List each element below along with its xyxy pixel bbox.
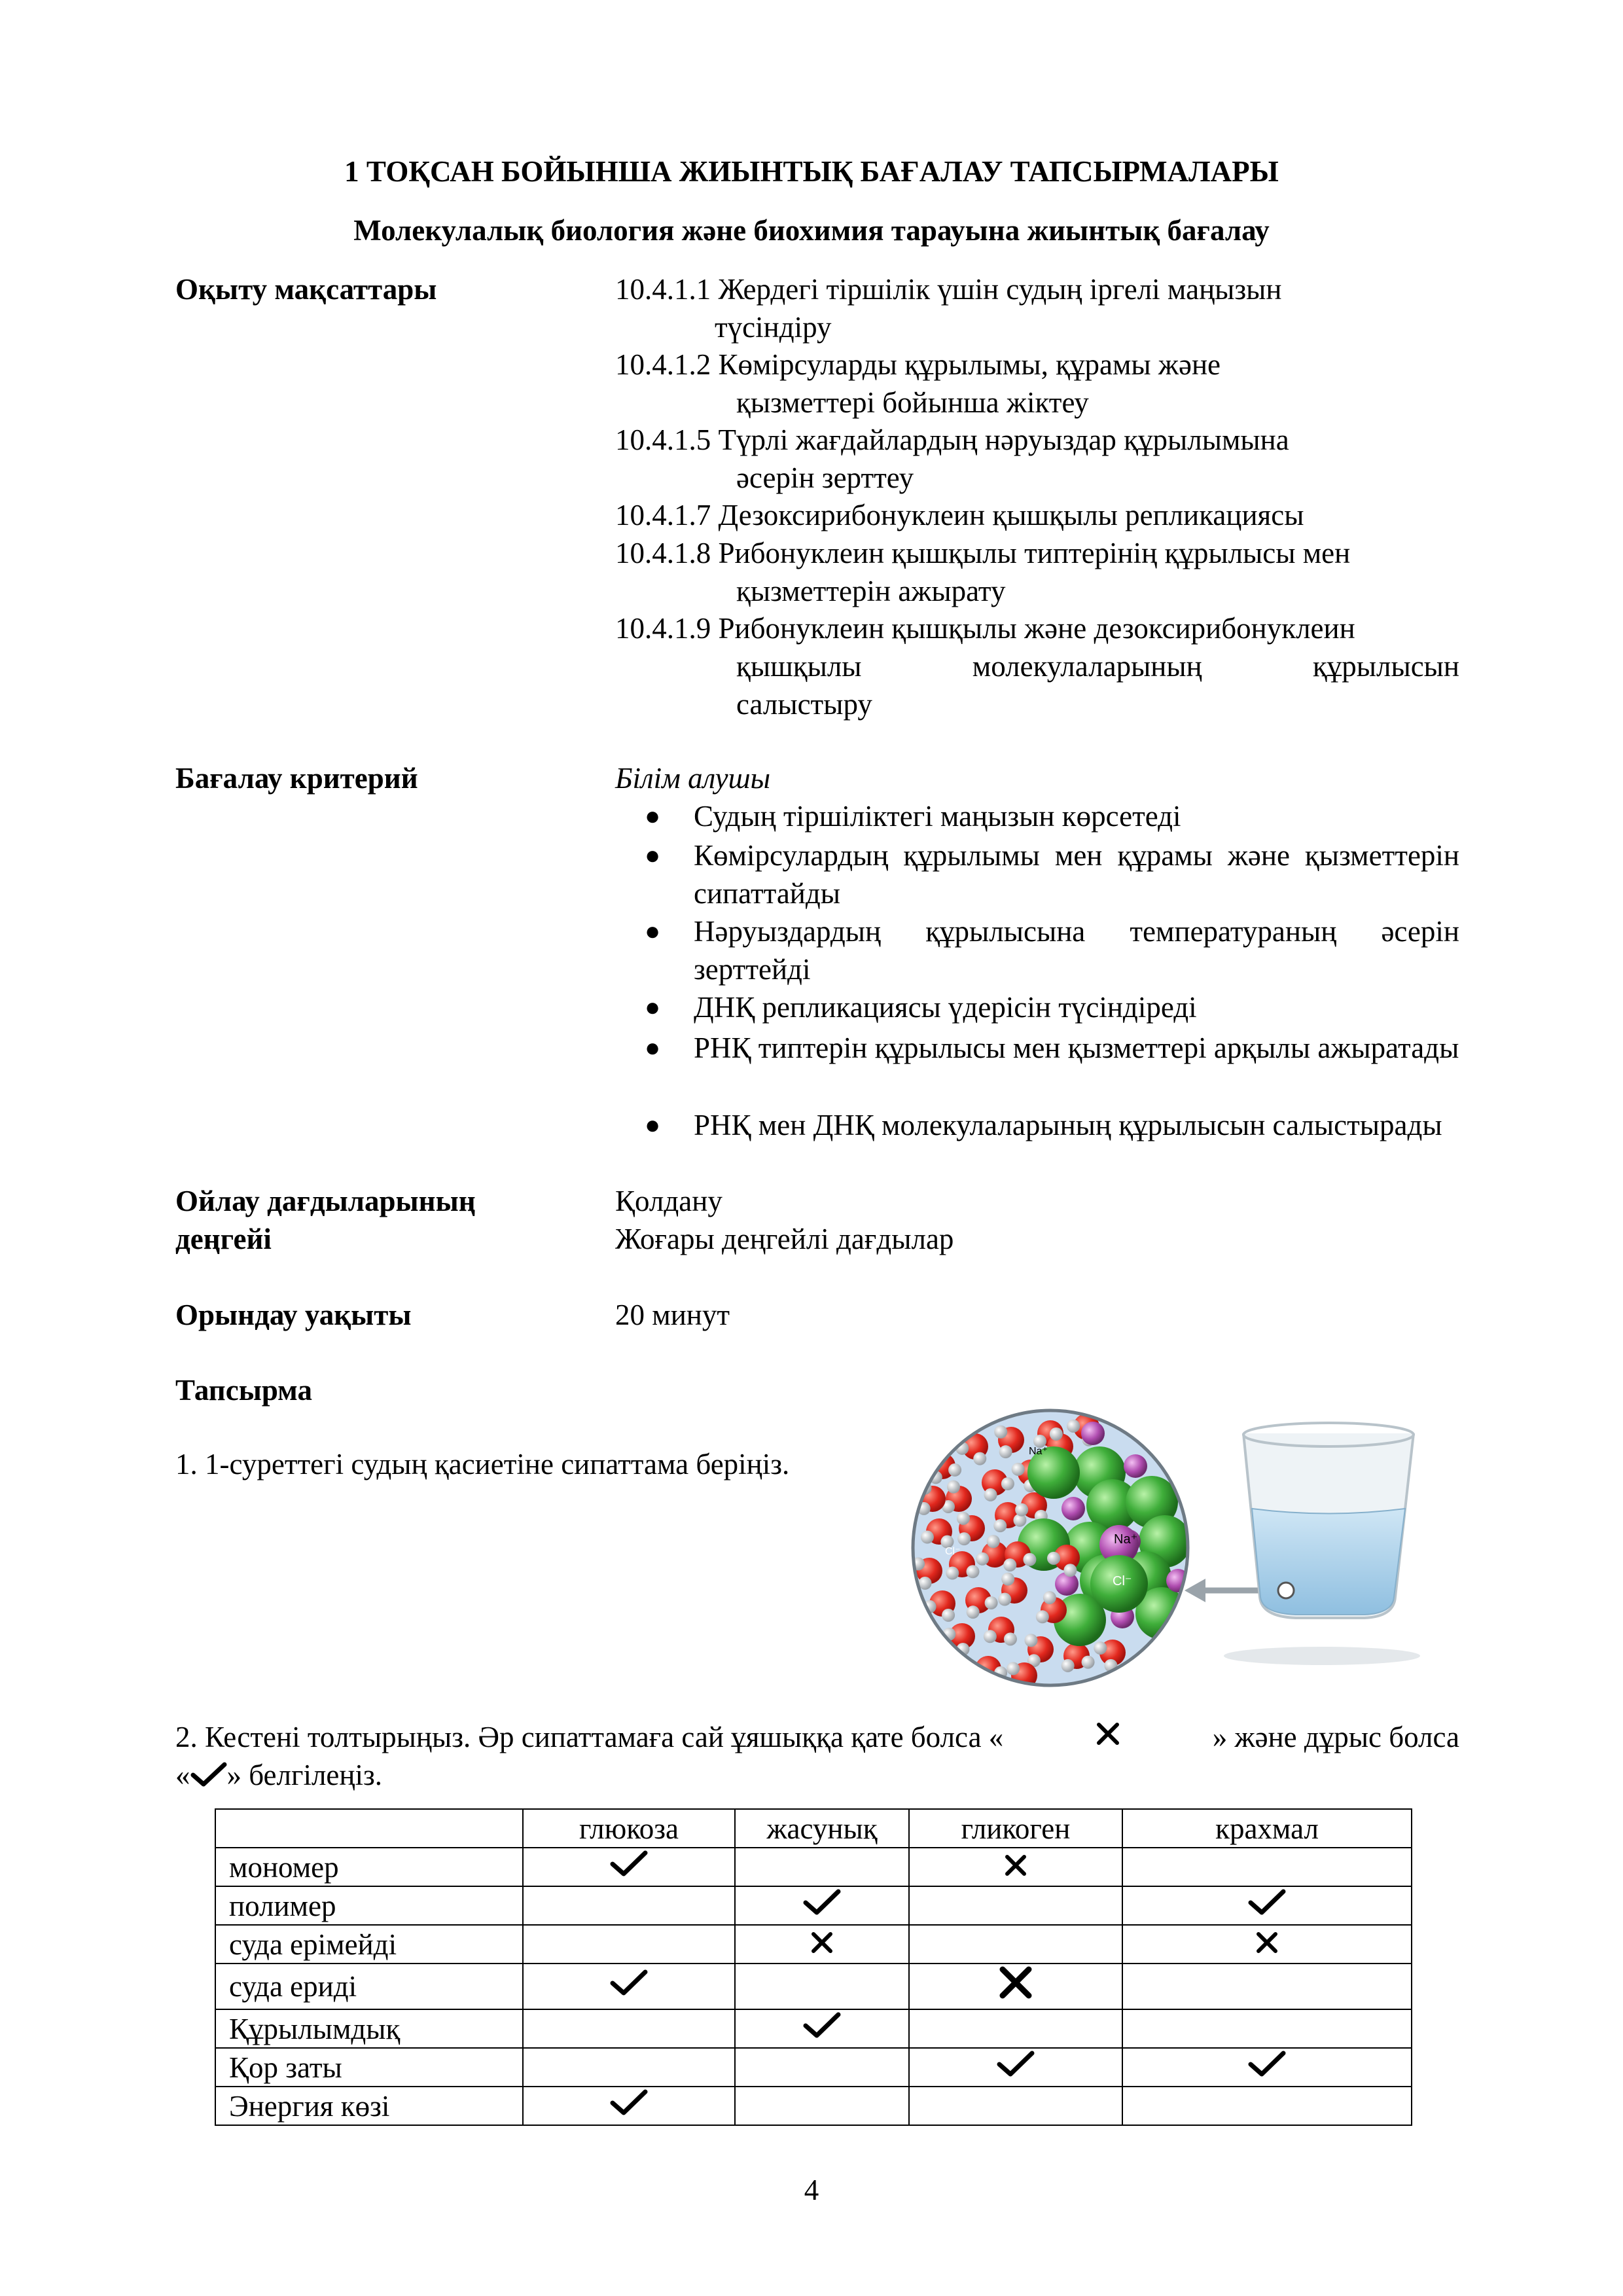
- table-row: [215, 2048, 1412, 2087]
- objective-text: Көмірсуларды құрылымы, құрамы және: [718, 348, 1221, 381]
- table-cell: [523, 2009, 735, 2048]
- objective-item: [615, 421, 1459, 497]
- table-cell: [909, 1886, 1122, 1925]
- time-label: Орындау уақыты: [175, 1299, 412, 1331]
- row-label: мономер: [215, 1848, 523, 1886]
- table-row: [215, 1886, 1412, 1925]
- table-header-cell: гликоген: [909, 1809, 1122, 1848]
- table-header-cell: крахмал: [1122, 1809, 1412, 1848]
- thinking-label: Ойлау дағдыларының деңгейі: [175, 1185, 476, 1255]
- table-row: [215, 1925, 1412, 1964]
- question-2-line1: 2. Кестені толтырыңыз. Әр сипаттамаға сай ұяшыққа қате болса « » және дұрыс болса: [175, 1718, 1459, 1756]
- row-label: суда ерімейді: [215, 1925, 523, 1964]
- row-label: полимер: [215, 1886, 523, 1925]
- objective-item: [615, 496, 1459, 534]
- objective-item: [615, 270, 1459, 346]
- task-label: Тапсырма: [175, 1374, 313, 1407]
- arrow-head-icon: [1185, 1579, 1205, 1602]
- check-icon: [523, 1848, 735, 1886]
- objective-text-cont: түсіндіру: [715, 311, 832, 344]
- cross-icon: [735, 1925, 909, 1964]
- objective-text-cont: қызметтері бойынша жіктеу: [736, 386, 1089, 419]
- time-value: 20 минут: [615, 1299, 730, 1331]
- bullet-icon: ●: [645, 916, 661, 946]
- table-cell: [735, 1848, 909, 1886]
- objective-code: 10.4.1.2: [615, 348, 711, 381]
- table-header-cell: глюкоза: [523, 1809, 735, 1848]
- criteria-item: Нәруыздардың құрылысына температураның әсерін зерттейді: [694, 915, 1459, 986]
- objective-code: 10.4.1.8: [615, 537, 711, 569]
- question-1: 1. 1-суреттегі судың қасиетіне сипаттама беріңіз.: [175, 1448, 790, 1480]
- ion-label-na: Na⁺: [1029, 1446, 1048, 1457]
- objective-item: [615, 609, 1459, 723]
- objective-code: 10.4.1.7: [615, 499, 711, 531]
- table-cell: [909, 2009, 1122, 2048]
- table-cell: [523, 1925, 735, 1964]
- check-icon: [735, 2009, 909, 2048]
- objective-text: Рибонуклеин қышқылы типтерінің құрылысы мен: [718, 537, 1351, 569]
- row-label: Энергия көзі: [215, 2087, 523, 2125]
- check-icon: [1122, 1886, 1412, 1925]
- bullet-icon: ●: [645, 992, 661, 1022]
- page-number: 4: [804, 2174, 819, 2206]
- thinking-value: Қолдану Жоғары деңгейлі дағдылар: [615, 1185, 954, 1255]
- question-2-line2: « » белгілеңіз.: [175, 1756, 382, 1797]
- table-cell: [735, 2048, 909, 2087]
- objective-text: Дезоксирибонуклеин қышқылы репликациясы: [718, 499, 1304, 531]
- criteria-intro: Білім алушы: [615, 762, 771, 795]
- criteria-item: ДНҚ репликациясы үдерісін түсіндіреді: [694, 991, 1197, 1024]
- criteria-item: РНҚ типтерін құрылысы мен қызметтері арқылы ажыратады: [694, 1031, 1459, 1064]
- row-label: Қор заты: [215, 2048, 523, 2087]
- table-row: [215, 1848, 1412, 1886]
- objective-code: 10.4.1.1: [615, 273, 711, 306]
- objective-text: Жердегі тіршілік үшін судың іргелі маңызын: [718, 273, 1282, 306]
- bullet-icon: ●: [645, 1110, 661, 1139]
- objective-text: Рибонуклеин қышқылы және дезоксирибонуклеин: [718, 612, 1355, 645]
- table-cell: [523, 1886, 735, 1925]
- properties-table: [215, 1808, 1412, 2126]
- bullet-icon: ●: [645, 840, 661, 870]
- objective-text-cont: салыстыру: [736, 688, 872, 721]
- table-cell: [523, 2048, 735, 2087]
- check-icon: [909, 2048, 1122, 2087]
- objectives-label: Оқыту мақсаттары: [175, 273, 437, 306]
- objective-code: 10.4.1.5: [615, 423, 711, 456]
- ion-label-cl: Cl⁻: [945, 1546, 961, 1557]
- check-icon: [523, 2087, 735, 2125]
- table-cell: [735, 1964, 909, 2009]
- table-cell: [1122, 2087, 1412, 2125]
- zoom-circle-icon: [1278, 1583, 1294, 1598]
- objective-code: 10.4.1.9: [615, 612, 711, 645]
- check-icon: [190, 1759, 227, 1797]
- objective-item: [615, 346, 1459, 422]
- table-row: [215, 2009, 1412, 2048]
- table-header-row: [215, 1809, 1412, 1848]
- page-subtitle: Молекулалық биология және биохимия тарауына жиынтық бағалау: [353, 214, 1270, 247]
- table-cell: [909, 2087, 1122, 2125]
- objective-text: Түрлі жағдайлардың нәруыздар құрылымына: [718, 423, 1289, 456]
- criteria-label: Бағалау критерий: [175, 762, 418, 795]
- table-row: [215, 1964, 1412, 2009]
- row-label: Құрылымдық: [215, 2009, 523, 2048]
- table-header-cell: жасунық: [735, 1809, 909, 1848]
- bullet-icon: ●: [645, 1033, 661, 1062]
- objective-text-cont: әсерін зерттеу: [736, 461, 914, 494]
- page-title: 1 ТОҚСАН БОЙЫНША ЖИЫНТЫҚ БАҒАЛАУ ТАПСЫРМАЛАРЫ: [344, 155, 1279, 188]
- cross-icon: [909, 1964, 1122, 2009]
- check-icon: [1122, 2048, 1412, 2087]
- water-dissolution-figure: [903, 1394, 1427, 1702]
- table-row: [215, 2087, 1412, 2125]
- bullet-icon: ●: [645, 801, 661, 831]
- cross-icon: [909, 1848, 1122, 1886]
- ion-label-cl: Cl⁻: [1113, 1574, 1132, 1588]
- table-header-cell: [215, 1809, 523, 1848]
- table-cell: [735, 2087, 909, 2125]
- criteria-item: РНҚ мен ДНҚ молекулаларының құрылысын салыстырады: [694, 1109, 1442, 1141]
- ion-label-na: Na⁺: [1114, 1532, 1138, 1547]
- table-cell: [909, 1925, 1122, 1964]
- check-icon: [523, 1964, 735, 2009]
- cross-icon: [1095, 1718, 1121, 1756]
- table-cell: [1122, 1848, 1412, 1886]
- table-cell: [1122, 2009, 1412, 2048]
- row-label: суда ериді: [215, 1964, 523, 2009]
- table-cell: [1122, 1964, 1412, 2009]
- criteria-item: Көмірсулардың құрылымы мен құрамы және қызметтерін сипаттайды: [694, 839, 1459, 910]
- check-icon: [735, 1886, 909, 1925]
- objective-item: [615, 534, 1459, 610]
- objective-text-cont-justified: қышқылы молекулаларының құрылысын: [736, 650, 1459, 683]
- criteria-item: Судың тіршіліктегі маңызын көрсетеді: [694, 800, 1181, 833]
- cross-icon: [1122, 1925, 1412, 1964]
- objective-text-cont: қызметтерін ажырату: [736, 575, 1006, 607]
